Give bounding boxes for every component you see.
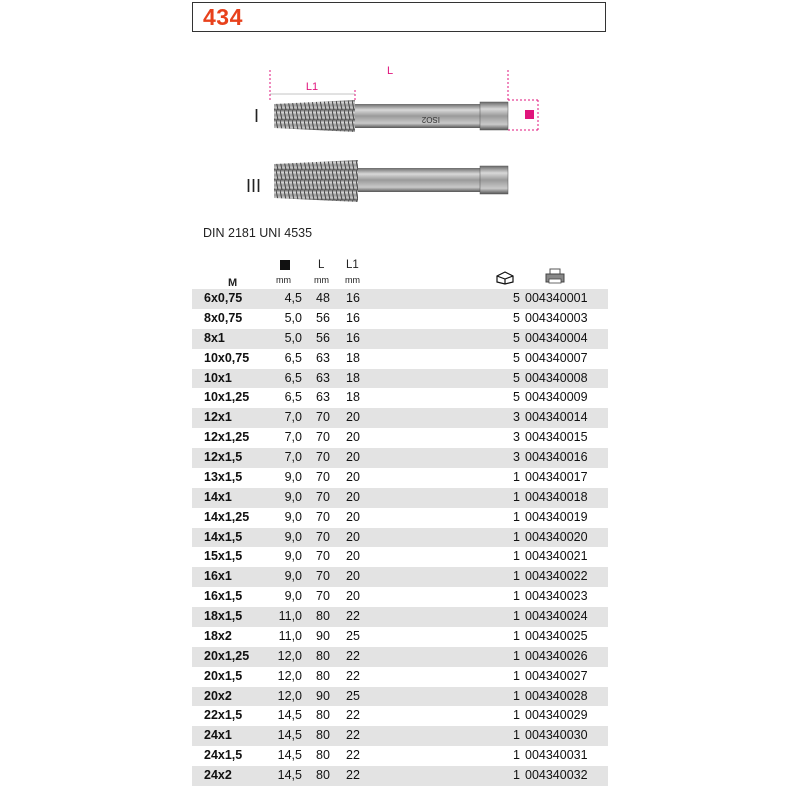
- cell-thread-length: 22: [346, 768, 360, 782]
- cell-thread-size: 18x2: [204, 628, 232, 643]
- cell-item-code: 004340017: [525, 469, 588, 484]
- cell-square: 9,0: [284, 469, 302, 484]
- cell-item-code: 004340022: [525, 569, 588, 584]
- cell-thread-size: 16x1,5: [204, 589, 243, 604]
- cell-square: 9,0: [284, 549, 302, 564]
- cell-thread-length: 20: [346, 410, 360, 425]
- cell-thread-size: 12x1,25: [204, 430, 250, 445]
- cell-thread-length: 18: [346, 370, 360, 385]
- cell-thread-length: 20: [346, 589, 360, 604]
- cell-length: 80: [316, 668, 330, 683]
- cell-thread-size: 8x0,75: [204, 310, 243, 325]
- cell-thread-length: 20: [346, 489, 360, 504]
- cell-item-code: 004340027: [525, 668, 588, 683]
- table-row: [192, 726, 608, 746]
- cell-thread-size: 24x1,5: [204, 748, 243, 763]
- cell-square: 9,0: [284, 589, 302, 604]
- cell-pack-qty: 1: [513, 609, 520, 623]
- cell-thread-size: 10x0,75: [204, 350, 250, 365]
- header-l-unit: mm: [314, 275, 329, 285]
- cell-pack-qty: 1: [513, 668, 520, 683]
- svg-text:ISO2: ISO2: [421, 115, 440, 124]
- table-row: [192, 309, 608, 329]
- cell-thread-length: 22: [346, 668, 360, 683]
- cell-length: 70: [316, 489, 330, 504]
- cell-item-code: 004340003: [525, 310, 588, 325]
- cell-square: 12,0: [277, 668, 302, 683]
- table-row: [192, 706, 608, 726]
- printer-icon: [545, 268, 565, 285]
- tap-table: [192, 289, 608, 786]
- cell-thread-length: 20: [346, 569, 360, 584]
- cell-length: 80: [316, 609, 330, 623]
- cell-square: 11,0: [278, 628, 302, 643]
- cell-item-code: 004340030: [525, 728, 588, 743]
- cell-thread-length: 25: [346, 688, 360, 703]
- cell-thread-size: 24x1: [204, 728, 232, 743]
- cell-length: 70: [316, 469, 330, 484]
- cell-square: 11,0: [278, 609, 302, 623]
- cell-length: 70: [316, 450, 330, 464]
- cell-item-code: 004340014: [525, 410, 588, 425]
- cell-thread-size: 6x0,75: [204, 291, 243, 305]
- cell-length: 63: [316, 370, 330, 385]
- cell-square: 7,0: [284, 430, 302, 445]
- page-title: 434: [203, 4, 243, 30]
- cell-item-code: 004340007: [525, 350, 588, 365]
- table-row: [192, 587, 608, 607]
- cell-pack-qty: 5: [513, 350, 520, 365]
- cell-thread-size: 20x2: [204, 688, 232, 703]
- cell-thread-size: 12x1: [204, 410, 232, 425]
- dim-l1-label: L1: [305, 81, 319, 93]
- cell-length: 70: [316, 549, 330, 564]
- cell-square: 9,0: [284, 489, 302, 504]
- cell-square: 7,0: [284, 410, 302, 425]
- cell-thread-size: 22x1,5: [204, 708, 243, 723]
- cell-thread-length: 20: [346, 430, 360, 445]
- square-dimension-icon: [525, 110, 534, 119]
- table-row: [192, 528, 608, 548]
- table-row: [192, 647, 608, 667]
- cell-pack-qty: 1: [513, 509, 520, 524]
- header-m: M: [228, 277, 238, 289]
- cell-pack-qty: 5: [513, 310, 520, 325]
- cell-length: 70: [316, 569, 330, 584]
- cell-item-code: 004340023: [525, 589, 588, 604]
- cell-length: 63: [316, 350, 330, 365]
- cell-thread-length: 16: [346, 330, 360, 345]
- cell-pack-qty: 1: [513, 529, 520, 544]
- cell-thread-size: 18x1,5: [204, 609, 243, 623]
- cell-square: 9,0: [284, 529, 302, 544]
- table-row: [192, 408, 608, 428]
- table-row: [192, 547, 608, 567]
- table-row: [192, 627, 608, 647]
- cell-square: 12,0: [277, 648, 302, 663]
- cell-length: 80: [316, 648, 330, 663]
- cell-length: 56: [316, 310, 330, 325]
- tap-illustration: [240, 60, 560, 210]
- table-row: [192, 388, 608, 408]
- cell-length: 70: [316, 430, 330, 445]
- cell-thread-size: 10x1,25: [204, 390, 250, 405]
- cell-item-code: 004340009: [525, 390, 588, 405]
- cell-thread-length: 22: [346, 648, 360, 663]
- cell-thread-size: 16x1: [204, 569, 232, 584]
- cell-item-code: 004340026: [525, 648, 588, 663]
- cell-thread-length: 25: [346, 628, 360, 643]
- cell-item-code: 004340032: [525, 768, 588, 782]
- cell-thread-length: 20: [346, 549, 360, 564]
- cell-pack-qty: 1: [513, 589, 520, 604]
- cell-pack-qty: 5: [513, 370, 520, 385]
- cell-square: 4,5: [284, 291, 302, 305]
- cell-item-code: 004340028: [525, 688, 588, 703]
- cell-thread-size: 12x1,5: [204, 450, 243, 464]
- table-row: [192, 329, 608, 349]
- cell-pack-qty: 3: [513, 410, 520, 425]
- cell-item-code: 004340020: [525, 529, 588, 544]
- cell-item-code: 004340029: [525, 708, 588, 723]
- cell-item-code: 004340018: [525, 489, 588, 504]
- cell-thread-size: 20x1,25: [204, 648, 250, 663]
- cell-square: 5,0: [284, 330, 302, 345]
- cell-square: 9,0: [284, 569, 302, 584]
- cell-thread-size: 14x1,5: [204, 529, 243, 544]
- table-row: [192, 746, 608, 766]
- cell-pack-qty: 1: [513, 569, 520, 584]
- cell-square: 12,0: [277, 688, 302, 703]
- cell-square: 6,5: [284, 350, 302, 365]
- cell-thread-size: 20x1,5: [204, 668, 243, 683]
- cell-length: 48: [316, 291, 330, 305]
- cell-pack-qty: 1: [513, 728, 520, 743]
- cell-length: 80: [316, 748, 330, 763]
- cell-thread-length: 16: [346, 310, 360, 325]
- cell-thread-size: 24x2: [204, 768, 232, 782]
- cell-item-code: 004340016: [525, 450, 588, 464]
- cell-pack-qty: 1: [513, 469, 520, 484]
- cell-thread-size: 10x1: [204, 370, 232, 385]
- cell-length: 90: [316, 628, 330, 643]
- cell-item-code: 004340008: [525, 370, 588, 385]
- table-row: [192, 428, 608, 448]
- cell-square: 6,5: [284, 370, 302, 385]
- header-square-unit: mm: [276, 275, 291, 285]
- header-l: L: [318, 259, 325, 271]
- cell-thread-size: 15x1,5: [204, 549, 243, 564]
- cell-thread-size: 14x1,25: [204, 509, 250, 524]
- cell-item-code: 004340025: [525, 628, 588, 643]
- dim-l-label: L: [386, 65, 394, 77]
- cell-pack-qty: 1: [513, 708, 520, 723]
- cell-thread-length: 20: [346, 450, 360, 464]
- cell-item-code: 004340004: [525, 330, 588, 345]
- cell-square: 7,0: [284, 450, 302, 464]
- title-box: [192, 2, 606, 32]
- cell-pack-qty: 1: [513, 688, 520, 703]
- cell-pack-qty: 5: [513, 330, 520, 345]
- cell-length: 80: [316, 768, 330, 782]
- table-row: [192, 766, 608, 786]
- cell-thread-length: 22: [346, 728, 360, 743]
- cell-thread-length: 22: [346, 708, 360, 723]
- cell-pack-qty: 1: [513, 748, 520, 763]
- cell-item-code: 004340015: [525, 430, 588, 445]
- standard-text: DIN 2181 UNI 4535: [203, 226, 313, 240]
- cell-thread-size: 14x1: [204, 489, 232, 504]
- cell-thread-length: 22: [346, 748, 360, 763]
- cell-item-code: 004340019: [525, 509, 588, 524]
- cell-thread-length: 20: [346, 529, 360, 544]
- cell-square: 14,5: [277, 728, 302, 743]
- table-row: [192, 607, 608, 627]
- cell-item-code: 004340031: [525, 748, 588, 763]
- tap-i-label: I: [254, 106, 260, 126]
- cell-thread-length: 22: [346, 609, 360, 623]
- cell-pack-qty: 1: [513, 549, 520, 564]
- cell-length: 70: [316, 410, 330, 425]
- header-l1: L1: [346, 259, 359, 271]
- table-row: [192, 687, 608, 707]
- cell-thread-length: 20: [346, 509, 360, 524]
- table-row: [192, 448, 608, 468]
- table-row: [192, 667, 608, 687]
- tap-i-image: [274, 100, 508, 132]
- cell-square: 14,5: [277, 708, 302, 723]
- cell-length: 80: [316, 708, 330, 723]
- cell-pack-qty: 3: [513, 450, 520, 464]
- cell-pack-qty: 1: [513, 489, 520, 504]
- table-row: [192, 488, 608, 508]
- cell-length: 56: [316, 330, 330, 345]
- cell-pack-qty: 1: [513, 648, 520, 663]
- cell-item-code: 004340021: [525, 549, 588, 564]
- header-l1-unit: mm: [345, 275, 360, 285]
- cell-length: 70: [316, 529, 330, 544]
- cell-thread-size: 8x1: [204, 330, 225, 345]
- cell-square: 14,5: [277, 748, 302, 763]
- tap-iii-label: III: [246, 176, 262, 196]
- package-icon: [496, 271, 514, 285]
- cell-thread-length: 18: [346, 390, 360, 405]
- table-row: [192, 468, 608, 488]
- cell-square: 5,0: [284, 310, 302, 325]
- cell-pack-qty: 1: [513, 628, 520, 643]
- cell-square: 9,0: [284, 509, 302, 524]
- table-row: [192, 349, 608, 369]
- cell-thread-length: 18: [346, 350, 360, 365]
- cell-thread-size: 13x1,5: [204, 469, 243, 484]
- tap-iii-image: [274, 160, 508, 202]
- square-drive-icon: [280, 260, 290, 270]
- table-row: [192, 289, 608, 309]
- cell-pack-qty: 5: [513, 390, 520, 405]
- cell-length: 80: [316, 728, 330, 743]
- cell-square: 6,5: [284, 390, 302, 405]
- cell-length: 70: [316, 589, 330, 604]
- table-row: [192, 508, 608, 528]
- table-row: [192, 369, 608, 389]
- cell-length: 63: [316, 390, 330, 405]
- cell-pack-qty: 5: [513, 291, 520, 305]
- cell-item-code: 004340024: [525, 609, 588, 623]
- cell-pack-qty: 3: [513, 430, 520, 445]
- table-row: [192, 567, 608, 587]
- cell-thread-length: 16: [346, 291, 360, 305]
- cell-pack-qty: 1: [513, 768, 520, 782]
- cell-length: 90: [316, 688, 330, 703]
- cell-item-code: 004340001: [525, 291, 588, 305]
- cell-square: 14,5: [277, 768, 302, 782]
- cell-length: 70: [316, 509, 330, 524]
- cell-thread-length: 20: [346, 469, 360, 484]
